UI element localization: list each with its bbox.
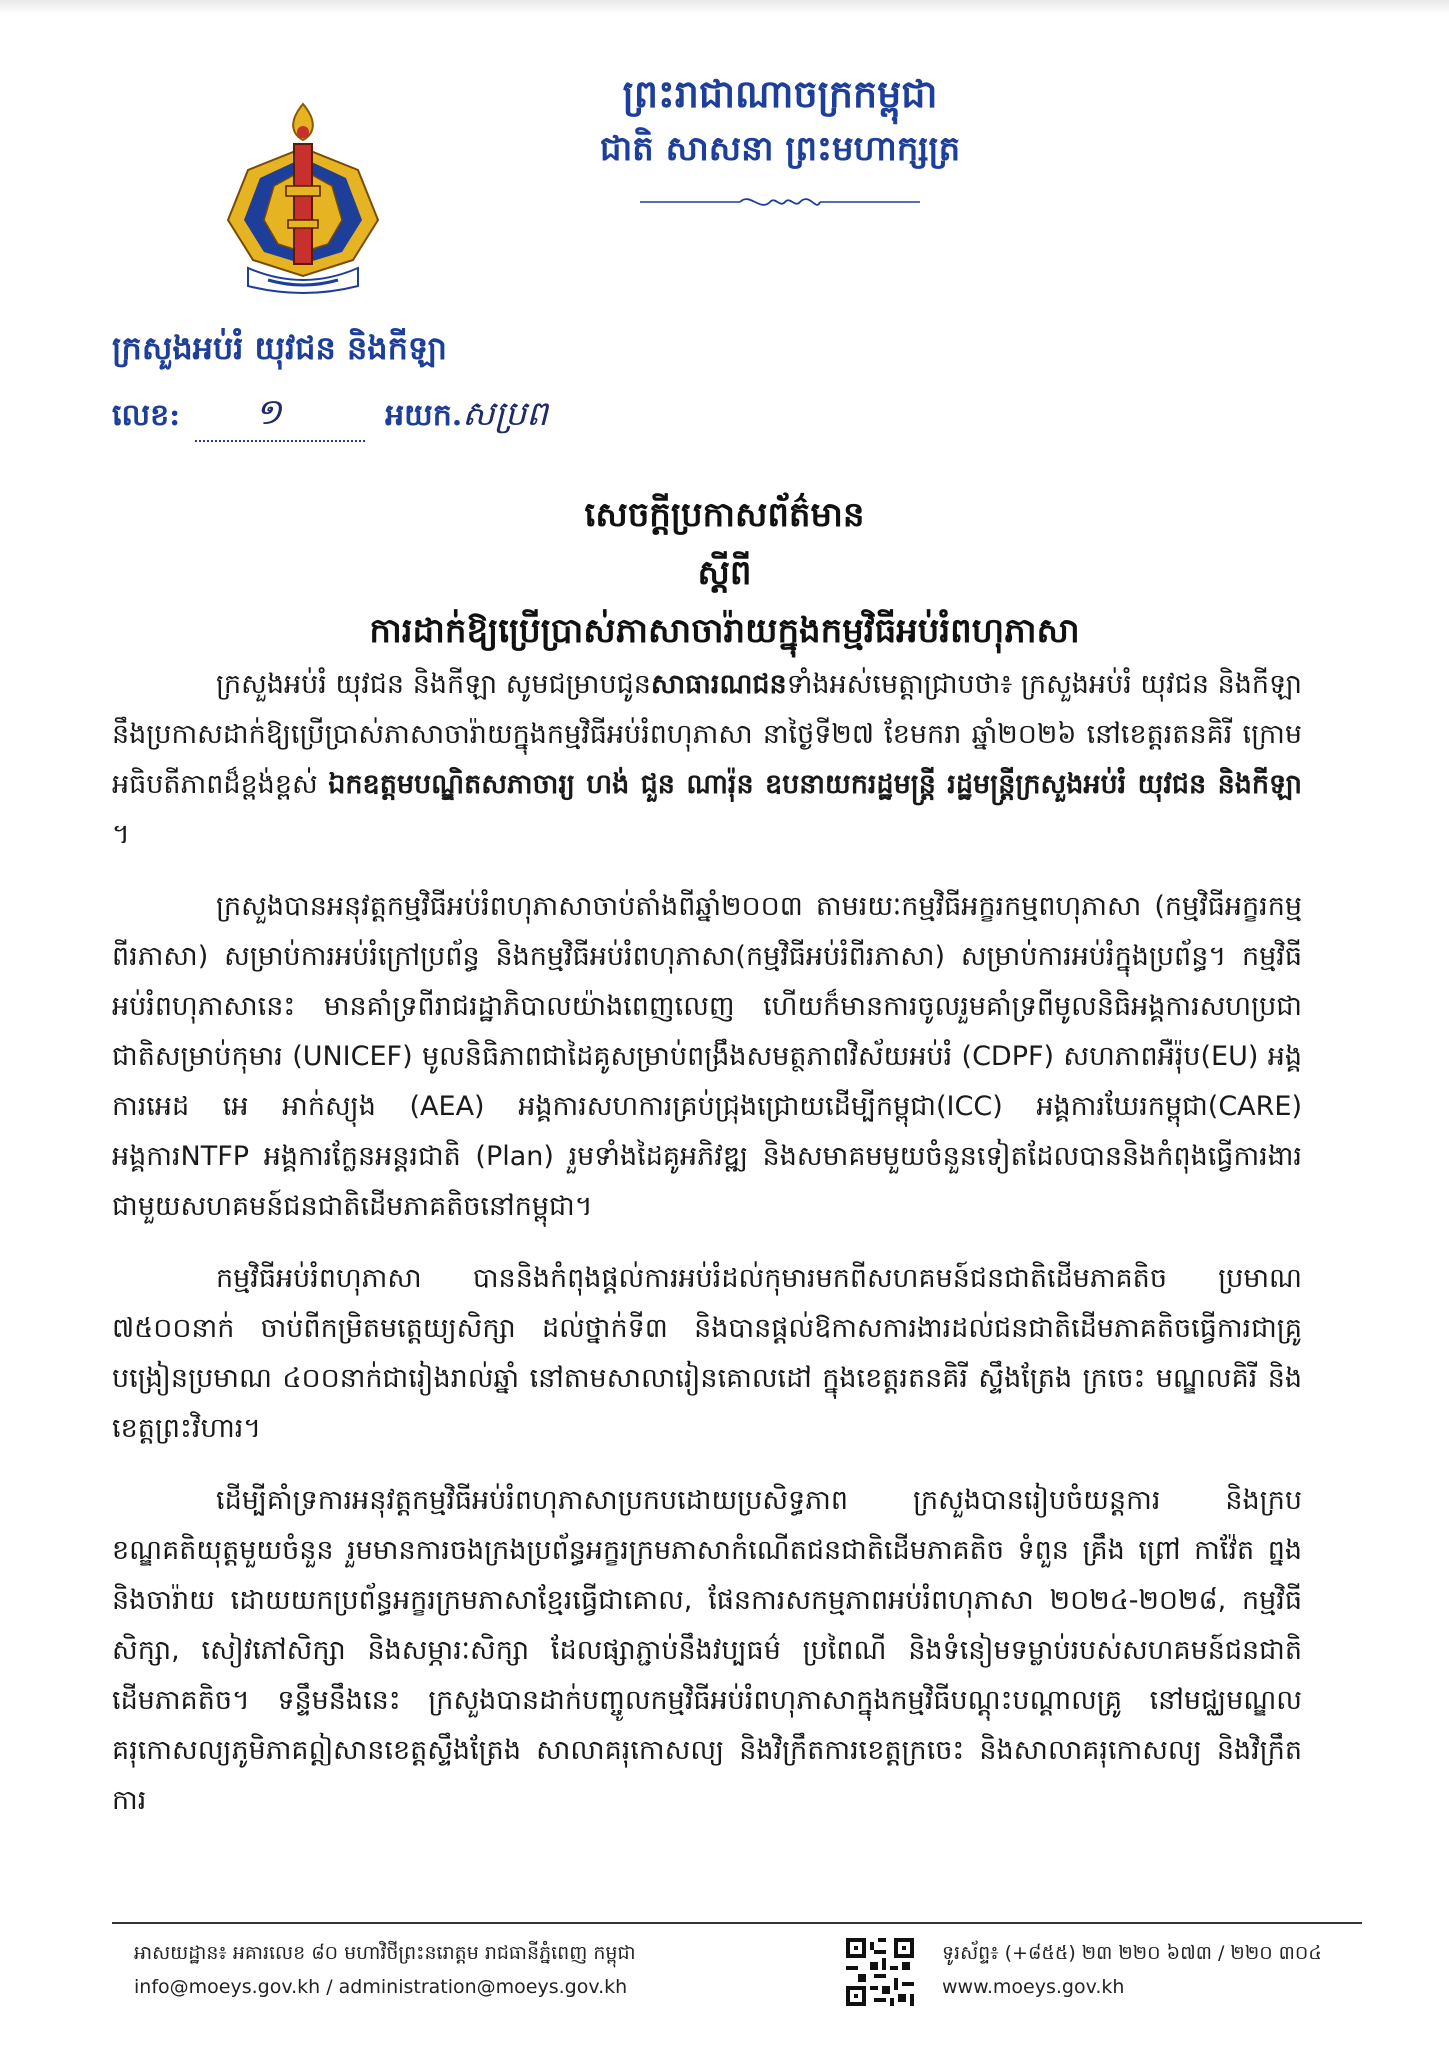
reference-dotline — [195, 392, 365, 442]
p1-text-c: ។ — [112, 819, 130, 850]
paragraph-1 — [112, 660, 1302, 860]
qr-code-icon — [846, 1938, 914, 2006]
p1-bold-minister: ឯកឧត្តមបណ្ឌិតសភាចារ្យ ហង់ ជួន ណារ៉ុន ឧបនាយករដ្ឋមន្ត្រី រដ្ឋមន្ត្រីក្រសួងអប់រំ យុវជន និងកីឡា — [328, 769, 1303, 800]
p1-bold-public: សាធារណជន — [650, 669, 787, 700]
ministry-name: ក្រសួងអប់រំ យុវជន និងកីឡា — [112, 329, 447, 367]
document-titles — [0, 486, 1449, 660]
title-subject: ការដាក់ឱ្យប្រើប្រាស់ភាសាចារ៉ាយក្នុងកម្មវិធីអប់រំពហុភាសា — [369, 611, 1080, 651]
paragraph-2: ក្រសួងបានអនុវត្តកម្មវិធីអប់រំពហុភាសាចាប់តាំងពីឆ្នាំ២០០៣ តាមរយៈកម្មវិធីអក្ខរកម្មពហុភាសា (កម្មវិធីអក្ខរកម្មពីរភាសា) សម្រាប់ការអប់រំក្រៅប្រព័ន្ធ និងកម្មវិធីអប់រំពហុភាសា(កម្មវិធីអប់រំពីរភាសា) សម្រាប់ការអប់រំក្នុងប្រព័ន្ធ។ កម្មវិធីអប់រំពហុភាសានេះ មានគាំទ្រពីរាជរដ្ឋាភិបាលយ៉ាងពេញលេញ ហើយក៏មានការចូលរួមគាំទ្រពីមូលនិធិអង្គការសហប្រជាជាតិសម្រាប់កុមារ (UNICEF) មូលនិធិភាពជាដៃគូសម្រាប់ពង្រឹងសមត្ថភាពវិស័យអប់រំ (CDPF) សហភាពអឺរ៉ុប(EU) អង្គការអេដ អេ អាក់ស្យុង (AEA) អង្គការសហការគ្រប់ជ្រុងជ្រោយដើម្បីកម្ពុជា(ICC) អង្គការឃែរកម្ពុជា(CARE) អង្គការNTFP អង្គការក្លែនអន្តរជាតិ (Plan) រួមទាំងដៃគូអភិវឌ្ឍ និងសមាគមមួយចំនួនទៀតដែលបាននិងកំពុងធ្វើការងារជាមួយសហគមន៍ជនជាតិដើមភាគតិចនៅកម្ពុជា។ — [112, 891, 1302, 1222]
p1-text-a: ក្រសួងអប់រំ យុវជន និងកីឡា សូមជម្រាបជូន — [216, 669, 651, 700]
footer-phone: ទូរស័ព្ទ៖ (+៨៥៥) ២៣ ២២០ ៦៧៣ / ២២០ ៣០៤ — [942, 1942, 1322, 1964]
ministry-emblem-icon — [208, 100, 398, 300]
reference-label: លេខ: — [112, 398, 181, 433]
title-regarding: ស្តីពី — [697, 553, 752, 593]
scan-edge — [0, 0, 1449, 14]
kingdom-header — [520, 68, 1040, 174]
footer-divider — [112, 1922, 1362, 1924]
p1-text-b: ទាំងអស់មេត្តាជ្រាបថា៖ ក្រសួងអប់រំ យុវជន និងកីឡា នឹងប្រកាសដាក់ឱ្យប្រើប្រាស់ភាសាចារ៉ាយក្នុងកម្មវិធីអប់រំពហុភាសា នាថ្ងៃទី២៧ ខែមករា ឆ្នាំ២០២៦ នៅខេត្តរតនគិរី ក្រោមអធិបតីភាពដ៏ខ្ពង់ខ្ពស់ — [112, 669, 1302, 800]
footer-contact-right — [942, 1936, 1322, 2004]
document-body — [112, 660, 1302, 1848]
ornament-divider-icon — [640, 186, 920, 216]
reference-suffix: អយក. — [385, 398, 463, 433]
footer-contact-left — [134, 1936, 636, 2004]
kingdom-name: ព្រះរាជាណាចក្រកម្ពុជា — [622, 71, 938, 116]
paragraph-4: ដើម្បីគាំទ្រការអនុវត្តកម្មវិធីអប់រំពហុភាសាប្រកបដោយប្រសិទ្ធភាព ក្រសួងបានរៀបចំយន្តការ និងក្របខណ្ឌគតិយុត្តមួយចំនួន រួមមានការចងក្រងប្រព័ន្ធអក្ខរក្រមភាសាកំណើតជនជាតិដើមភាគតិច ទំពួន គ្រឹង ព្រៅ កាវ៉ែត ព្នង និងចារ៉ាយ ដោយយកប្រព័ន្ធអក្ខរក្រមភាសាខ្មែរធ្វើជាគោល, ផែនការសកម្មភាពអប់រំពហុភាសា ២០២៤-២០២៨, កម្មវិធីសិក្សា, សៀវភៅសិក្សា និងសម្ភារៈសិក្សា ដែលផ្សាភ្ជាប់នឹងវប្បធម៌ ប្រពៃណី និងទំនៀមទម្លាប់របស់សហគមន៍ជនជាតិដើមភាគតិច។ ទន្ទឹមនឹងនេះ ក្រសួងបានដាក់បញ្ចូលកម្មវិធីអប់រំពហុភាសាក្នុងកម្មវិធីបណ្តុះបណ្តាលគ្រូ នៅមជ្ឈមណ្ឌលគរុកោសល្យភូមិភាគឦសានខេត្តស្ទឹងត្រែង សាលាគរុកោសល្យ និងវិក្រឹតការខេត្តក្រចេះ និងសាលាគរុកោសល្យ និងវិក្រឹតការ — [112, 1485, 1302, 1816]
footer-emails[interactable]: info@moeys.gov.kh / administration@moeys.gov.kh — [134, 1976, 628, 1998]
reference-year: សប្រព — [462, 394, 548, 434]
reference-value: ១ — [254, 392, 282, 433]
national-motto: ជាតិ សាសនា ព្រះមហាក្សត្រ — [599, 129, 961, 169]
paragraph-3: កម្មវិធីអប់រំពហុភាសា បាននិងកំពុងផ្តល់ការអប់រំដល់កុមារមកពីសហគមន៍ជនជាតិដើមភាគតិច ប្រមាណ ៧៥០០នាក់ ចាប់ពីកម្រិតមត្តេយ្យសិក្សា ដល់ថ្នាក់ទី៣ និងបានផ្តល់ឱកាសការងារដល់ជនជាតិដើមភាគតិចធ្វើការជាគ្រូបង្រៀនប្រមាណ ៤០០នាក់ជារៀងរាល់ឆ្នាំ នៅតាមសាលារៀនគោលដៅ ក្នុងខេត្តរតនគិរី ស្ទឹងត្រែង ក្រចេះ មណ្ឌលគិរី និងខេត្តព្រះវិហារ។ — [112, 1263, 1302, 1444]
footer-address: អាសយដ្ឋាន៖ អគារលេខ ៨០ មហាវិថីព្រះនរោត្តម រាជធានីភ្នំពេញ កម្ពុជា — [134, 1942, 636, 1964]
footer-website[interactable]: www.moeys.gov.kh — [942, 1976, 1125, 1998]
reference-number — [112, 392, 548, 442]
title-press-release: សេចក្តីប្រកាសព័ត៌មាន — [584, 495, 865, 535]
